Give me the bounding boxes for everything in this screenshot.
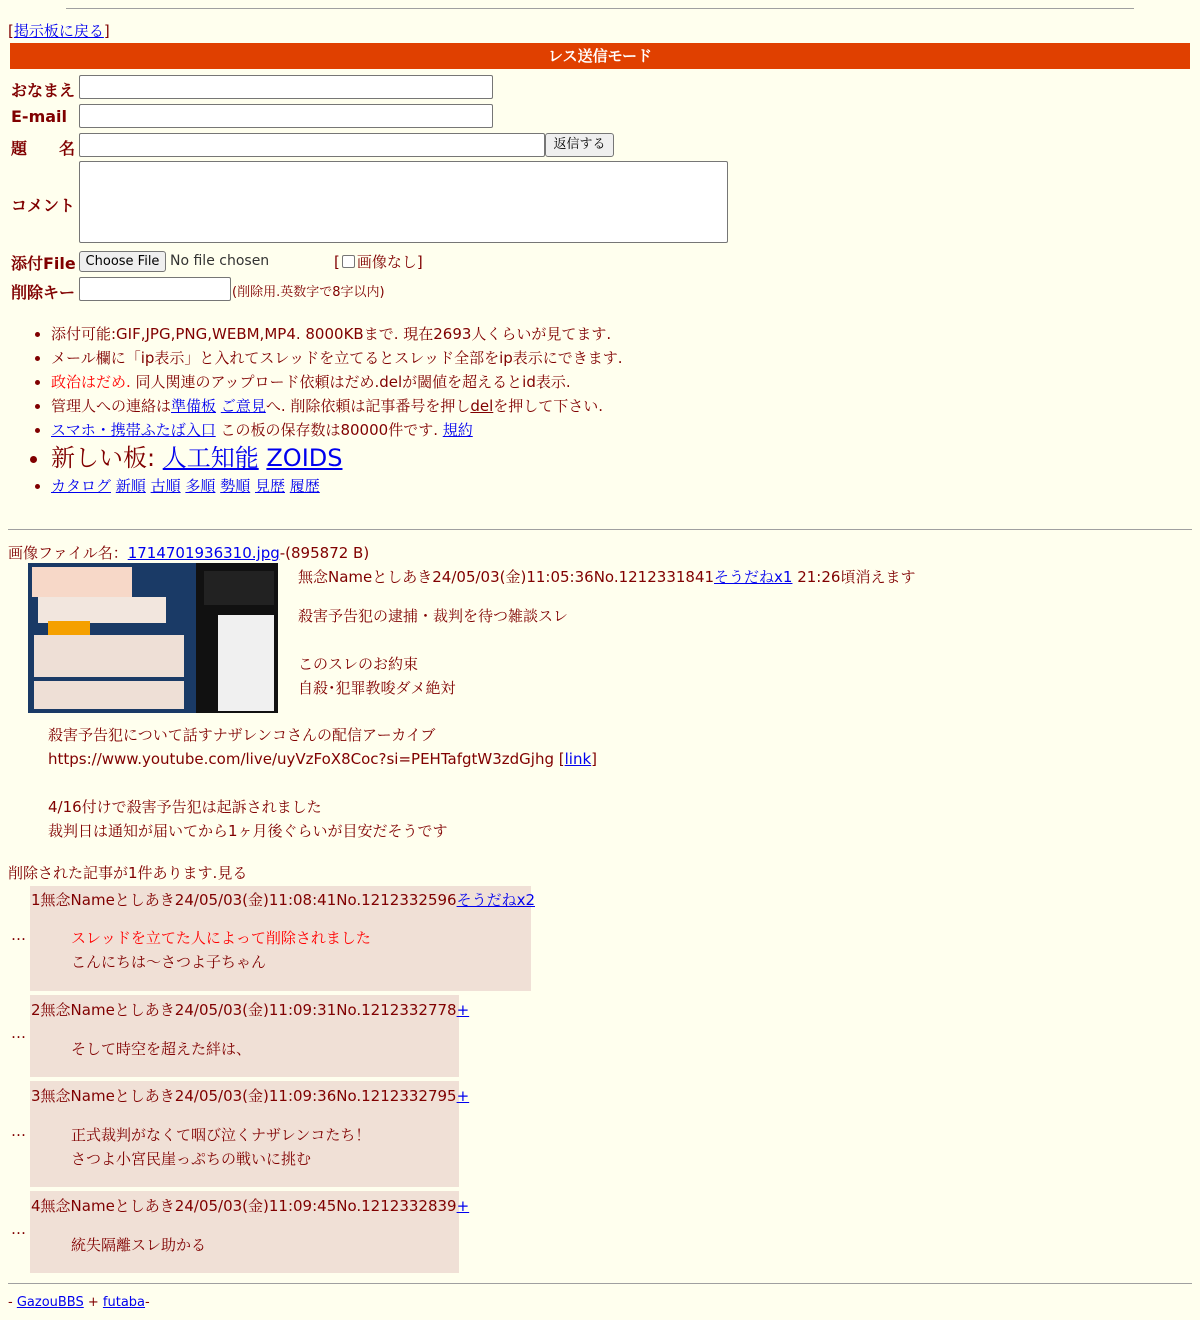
name-input[interactable] <box>79 75 493 99</box>
deleted-by-op-notice: スレッドを立てた人によって削除されました <box>71 929 371 947</box>
view-history-link[interactable]: 見歴 <box>254 477 285 495</box>
top-divider <box>66 8 1134 9</box>
thumbnail-block <box>38 597 166 623</box>
reply-body <box>71 926 371 974</box>
email-label: E-mail <box>11 107 68 126</box>
rule-item <box>51 370 623 394</box>
reply-dots: … <box>11 1024 26 1042</box>
comment-textarea[interactable] <box>79 161 728 243</box>
op-line: このスレのお約束 <box>298 655 419 673</box>
footer-text: - <box>8 1295 17 1310</box>
reply-line: 正式裁判がなくて咽び泣くナザレンコたち！ <box>71 1126 371 1144</box>
reply-header <box>31 889 535 910</box>
reply-line: そして時空を超えた絆は、 <box>71 1040 252 1058</box>
reply-header <box>31 1195 469 1216</box>
bracket-close: ] <box>416 253 423 271</box>
rule-text: メール欄に「ip表示」と入れてスレッドを立てるとスレッド全部をip表示にできます. <box>51 349 623 367</box>
board-rules-list <box>20 322 623 498</box>
reply-body <box>71 1037 251 1061</box>
bracket-close: ] <box>103 22 110 40</box>
op-meta: 無念Nameとしあき24/05/03(金)11:05:36No.1212331841 <box>298 568 715 586</box>
op-line: 自殺･犯罪教唆ダメ絶対 <box>298 679 456 697</box>
op-line: 殺害予告犯について話すナザレンコさんの配信アーカイブ <box>48 726 436 744</box>
reply-post <box>30 886 535 991</box>
reply-sodane-link[interactable]: + <box>456 1087 470 1105</box>
rule-text: この板の保存数は80000件です. <box>215 421 443 439</box>
rule-text: へ. 削除依頼は記事番号を押し <box>265 397 471 415</box>
op-line <box>48 771 597 795</box>
op-line: 殺害予告犯の逮捕・裁判を待つ雑談スレ <box>298 607 569 625</box>
rule-item <box>51 418 623 442</box>
op-thumbnail-image[interactable] <box>28 563 278 713</box>
politics-warning: 政治はだめ. <box>51 373 131 391</box>
file-size: -(895872 B) <box>279 544 370 562</box>
op-line <box>298 628 568 652</box>
footer-text: - <box>145 1295 150 1310</box>
thread-divider <box>8 529 1192 530</box>
terms-link[interactable]: 規約 <box>442 421 473 439</box>
reply-meta: 2無念Nameとしあき24/05/03(金)11:09:31No.1212332778 <box>31 1001 457 1019</box>
catalog-link[interactable]: カタログ <box>51 477 112 495</box>
bracket-close: ] <box>591 750 597 768</box>
bracket-open: [ <box>334 253 340 271</box>
thumbnail-document <box>218 615 274 711</box>
zoids-board-link[interactable]: ZOIDS <box>266 444 343 472</box>
file-prefix: 画像ファイル名： <box>8 544 128 562</box>
new-boards-text: 新しい板: <box>51 444 163 472</box>
deleted-posts-notice[interactable]: 削除された記事が1件あります.見る <box>8 864 248 882</box>
reply-sodane-link[interactable]: + <box>456 1001 470 1019</box>
reply-header <box>31 1085 469 1106</box>
reply-line: こんにちは〜さつよ子ちゃん <box>71 953 267 971</box>
op-image-link[interactable]: 1714701936310.jpg <box>127 544 280 562</box>
op-url-line <box>48 747 597 771</box>
footer-divider <box>8 1283 1192 1284</box>
rule-item <box>51 322 623 346</box>
email-input[interactable] <box>79 104 493 128</box>
footer-text: + <box>83 1295 103 1310</box>
thumbnail-block <box>32 567 132 597</box>
no-image-label: 画像なし <box>356 253 417 271</box>
choose-file-button[interactable]: Choose File <box>79 251 166 272</box>
rule-text: 添付可能:GIF,JPG,PNG,WEBM,MP4. 8000KBまで. 現在2693人くらいが見てます. <box>51 325 612 343</box>
sort-momentum-link[interactable]: 勢順 <box>220 477 251 495</box>
mobile-entry-link[interactable]: スマホ・携帯ふたば入口 <box>51 421 216 439</box>
reply-line: 統失隔離スレ助かる <box>71 1236 207 1254</box>
reply-dots: … <box>11 1220 26 1238</box>
rule-item-sort-links <box>51 474 623 498</box>
op-expire-text: 21:26頃消えます <box>792 568 916 586</box>
reply-dots: … <box>11 926 26 944</box>
rule-item <box>51 394 623 418</box>
no-image-checkbox[interactable] <box>342 255 355 268</box>
gazoubbs-link[interactable]: GazouBBS <box>16 1295 84 1310</box>
reply-meta: 4無念Nameとしあき24/05/03(金)11:09:45No.1212332839 <box>31 1197 457 1215</box>
no-image-option <box>334 251 423 272</box>
feedback-link[interactable]: ご意見 <box>220 397 266 415</box>
subject-input[interactable] <box>79 133 545 157</box>
op-file-info <box>8 542 369 563</box>
ai-board-link[interactable]: 人工知能 <box>162 444 259 472</box>
reply-sodane-link[interactable]: そうだねx2 <box>456 891 535 909</box>
reply-line: さつよ小宮民崖っぷちの戦いに挑む <box>71 1150 312 1168</box>
back-nav <box>8 20 110 41</box>
footer <box>8 1295 150 1310</box>
op-body-part1 <box>298 604 568 700</box>
submit-reply-button[interactable]: 返信する <box>545 133 614 157</box>
sort-old-link[interactable]: 古順 <box>150 477 181 495</box>
comment-label: コメント <box>11 196 76 215</box>
back-to-board-link[interactable]: 掲示板に戻る <box>13 22 104 40</box>
rule-item <box>51 346 623 370</box>
rule-text: 同人関連のアップロード依頼はだめ.delが閾値を超えるとid表示. <box>130 373 571 391</box>
op-url-text: https://www.youtube.com/live/uyVzFoX8Coc?si=PEHTafgtW3zdGjhg [ <box>48 750 565 768</box>
sort-new-link[interactable]: 新順 <box>115 477 146 495</box>
reply-body <box>71 1233 206 1257</box>
op-body-part2 <box>48 723 597 843</box>
reply-meta: 1無念Nameとしあき24/05/03(金)11:08:41No.1212332596 <box>31 891 457 909</box>
reply-meta: 3無念Nameとしあき24/05/03(金)11:09:36No.1212332795 <box>31 1087 457 1105</box>
op-url-link[interactable]: link <box>564 750 592 768</box>
reply-header <box>31 999 469 1020</box>
name-label: おなまえ <box>11 81 76 100</box>
op-line: 裁判日は通知が届いてから1ヶ月後ぐらいが目安だそうです <box>48 822 448 840</box>
prep-board-link[interactable]: 準備板 <box>171 397 217 415</box>
rule-text: を押して下さい. <box>493 397 604 415</box>
delete-key-input[interactable] <box>79 277 231 301</box>
rule-text: 管理人への連絡は <box>51 397 172 415</box>
reply-dots: … <box>11 1122 26 1140</box>
thumbnail-block <box>34 681 184 709</box>
rule-item-new-boards <box>51 442 623 474</box>
op-header <box>298 566 915 587</box>
op-line: 4/16付けで殺害予告犯は起訴されました <box>48 798 322 816</box>
file-label: 添付File <box>11 254 76 273</box>
del-text: del <box>470 397 494 415</box>
reply-mode-bar: レス送信モード <box>10 43 1190 69</box>
bracket-open: [ <box>8 22 14 40</box>
futaba-link[interactable]: futaba <box>102 1295 146 1310</box>
history-link[interactable]: 履歴 <box>289 477 320 495</box>
reply-post <box>30 995 470 1077</box>
delete-key-label: 削除キー <box>11 283 76 302</box>
thumbnail-block <box>48 621 90 635</box>
no-file-text: No file chosen <box>170 253 270 269</box>
op-sodane-link[interactable]: そうだねx1 <box>714 568 793 586</box>
reply-body <box>71 1123 370 1171</box>
reply-post <box>30 1191 470 1273</box>
delete-key-note: (削除用.英数字で8字以内) <box>232 285 385 300</box>
thumbnail-block <box>204 571 274 605</box>
subject-label: 題 名 <box>11 139 76 158</box>
thumbnail-block <box>34 635 184 677</box>
reply-post <box>30 1081 470 1187</box>
reply-sodane-link[interactable]: + <box>456 1197 470 1215</box>
sort-many-link[interactable]: 多順 <box>185 477 216 495</box>
